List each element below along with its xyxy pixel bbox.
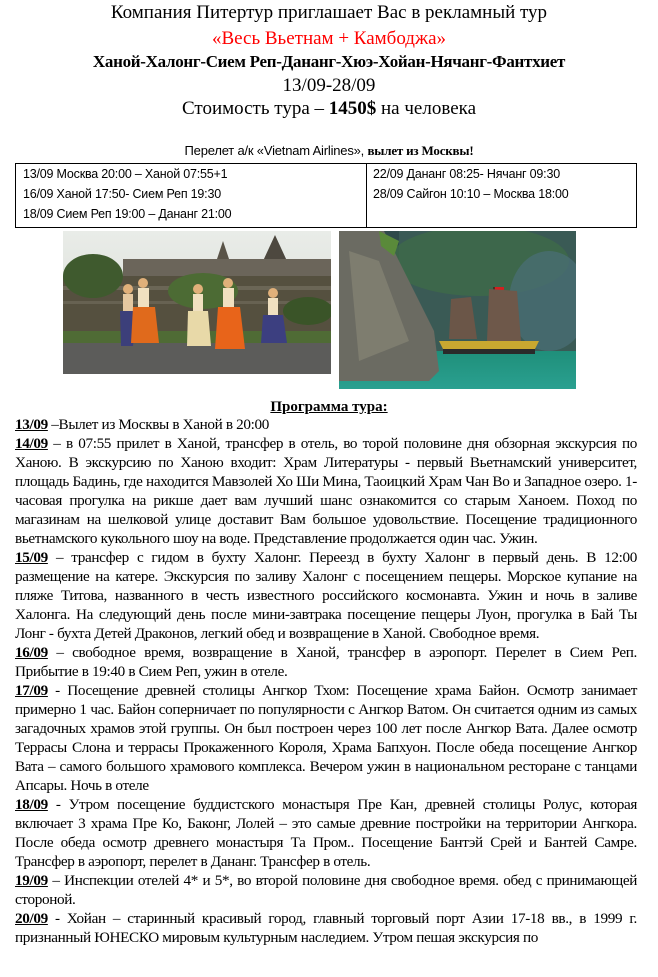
tour-name: «Весь Вьетнам + Камбоджа» (211, 28, 447, 49)
program-day (15, 795, 637, 871)
flight-row: 22/09 Дананг 08:25- Нячанг 09:30 (373, 167, 560, 181)
price-value: 1450$ (328, 98, 377, 119)
program-day (15, 871, 637, 909)
flight-column-right (367, 164, 636, 227)
flight-row: 28/09 Сайгон 10:10 – Москва 18:00 (373, 187, 569, 201)
program-day-text: - Хойан – старинный красивый город, главный торговый порт Азии 17-18 вв., в 1999 г. признанный ЮНЕСКО мировым культурным наследием. Утром пешая экскурсия по (15, 910, 637, 946)
header-company-line: Компания Питертур приглашает Вас в рекламный тур (110, 2, 548, 23)
photo-halong-bay-junk (339, 231, 576, 389)
program-day-date: 17/09 (15, 682, 48, 699)
flight-row: 16/09 Ханой 17:50- Сием Реп 19:30 (23, 187, 221, 201)
program-day-date: 20/09 (15, 910, 48, 927)
program-day-text: – трансфер с гидом в бухту Халонг. Переезд в бухту Халонг в первый день. В 12:00 размещение на катере. Экскурсия по заливу Халонг с посещением пещеры. Морское купание на пляже Титова, названного в честь известного российского космонавта. Ужин и ночь в заливе Халонга. На следующий день после мини-завтрака посещение пещеры Луон, прогулка в Бай Ты Лонг - бухта Детей Драконов, легкий обед и возвращение в Ханой. Свободное время. (15, 549, 637, 642)
flight-title-bold: вылет из Москвы! (367, 143, 474, 158)
program-day-date: 14/09 (15, 435, 48, 452)
program-day-date: 13/09 (15, 416, 48, 433)
program-day-text: – Инспекции отелей 4* и 5*, во второй половине дня свободное время. обед с принимающей стороной. (15, 872, 637, 908)
price-suffix: на человека (376, 98, 477, 119)
program-title: Программа тура: (270, 399, 388, 415)
program-day (15, 643, 637, 681)
flight-row: 18/09 Сием Реп 19:00 – Дананг 21:00 (23, 207, 232, 221)
flight-title (0, 143, 658, 159)
tour-program (15, 415, 637, 947)
program-day-text: – в 07:55 прилет в Ханой, трансфер в отель, во торой половине дня обзорная экскурсия по Ханою. В экскурсию по Ханою входит: Храм Литературы - первый Вьетнамский университет, площадь Бадинь, где находится Мавзолей Хо Ши Мина, Таоицкий Храм Чан Во и Западное озеро. 1-часовая прогулка на рикше дает вам лучший шанс ознакомится со старым Ханоем. Поход по магазинам на шелковой улице доставит Вам большое удовольствие. Посещение традиционного вьетнамского кукольного шоу на воде. Представление продолжается один час. Ужин. (15, 435, 637, 547)
flight-schedule-table (15, 163, 637, 228)
program-day-text: –Вылет из Москвы в Ханой в 20:00 (47, 416, 269, 433)
program-day-text: - Посещение древней столицы Ангкор Тхом: Посещение храма Байон. Осмотр занимает примерно 1 час. Байон соперничает по популярности с Ангкор Ватом. Он считается одним из самых загадочных храмов этой группы. Он был построен через 100 лет после Ангкор Вата. Далее осмотр Террасы Слона и террасы Прокаженного Короля, Храма Бапхуон. После обеда посещение Ангкор Вата – самого большого храмового комплекса. Вечером ужин в национальном ресторане с танцами Апсары. Ночь в отеле (15, 682, 637, 794)
tour-route: Ханой-Халонг-Сием Реп-Дананг-Хюэ-Хойан-Нячанг-Фантхиет (92, 52, 566, 71)
tour-price (0, 98, 658, 120)
program-day-date: 18/09 (15, 796, 48, 813)
program-day (15, 681, 637, 795)
photo-apsara-dancers (63, 231, 331, 374)
program-day-date: 16/09 (15, 644, 48, 661)
flight-column-left (16, 164, 367, 227)
program-day-date: 19/09 (15, 872, 48, 889)
halong-junk-image (339, 231, 576, 389)
program-day-date: 15/09 (15, 549, 48, 566)
program-day-text: – свободное время, возвращение в Ханой, трансфер в аэропорт. Перелет в Сием Реп. Прибытие в 19:40 в Сием Реп, ужин в отеле. (15, 644, 637, 680)
tour-dates: 13/09-28/09 (282, 75, 376, 96)
program-day (15, 434, 637, 548)
flight-title-prefix: Перелет а/к «Vietnam Airlines», (184, 143, 368, 158)
program-day-text: - Утром посещение буддистского монастыря Пре Кан, древней столицы Ролус, которая включает 3 храма Пре Ко, Баконг, Лолей – это самые древние постройки на территории Ангкора. После обеда осмотр древнего монастыря Та Пром.. Посещение Бантэй Срей и Бантей Самре. Трансфер в аэропорт, перелет в Дананг. Трансфер в отель. (15, 796, 637, 870)
program-day (15, 548, 637, 643)
flight-row: 13/09 Москва 20:00 – Ханой 07:55+1 (23, 167, 228, 181)
program-day (15, 909, 637, 947)
apsara-dancers-image (63, 231, 331, 374)
program-day (15, 415, 637, 434)
price-prefix: Стоимость тура – (181, 98, 329, 119)
